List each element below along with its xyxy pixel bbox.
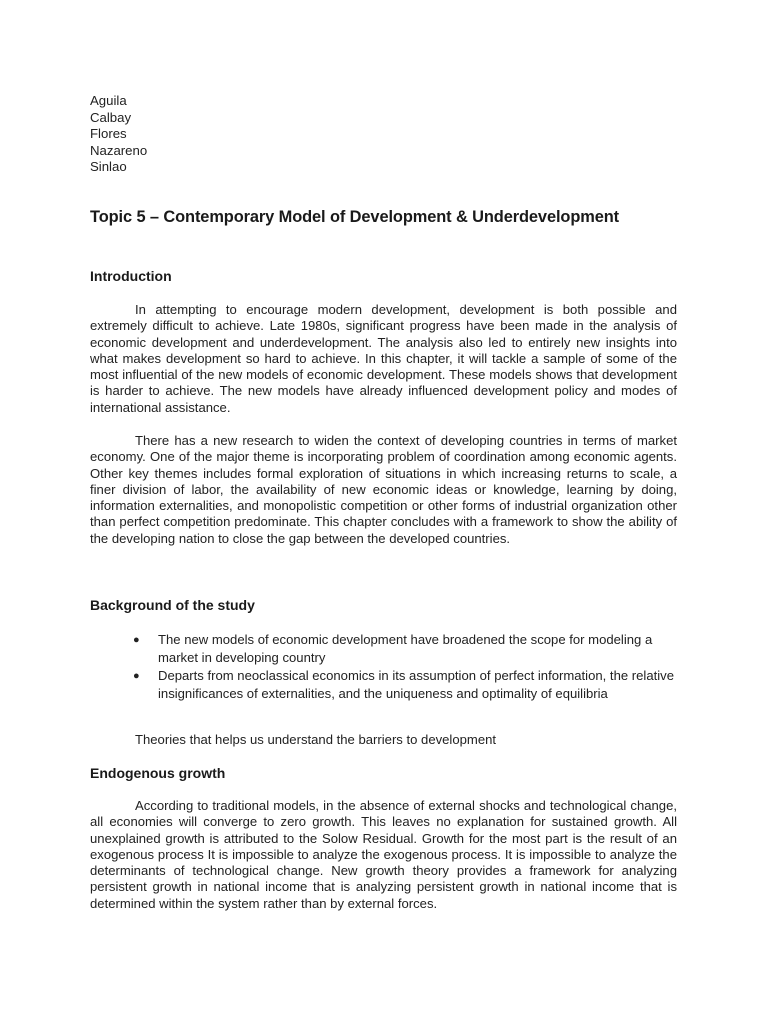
- author-name: Nazareno: [90, 142, 148, 158]
- bullet-icon: ●: [133, 634, 140, 646]
- author-list: [90, 93, 147, 176]
- bullet-text: Departs from neoclassical economics in its assumption of perfect information, the relative insignificances of externalities, and the uniqueness and optimality of equilibria: [158, 668, 674, 701]
- endogenous-growth-paragraph: According to traditional models, in the absence of external shocks and technological change, all economies will converge to zero growth. This leaves no explanation for sustained growth. All unexplained growth is attributed to the Solow Residual. Growth for the most part is the result of an exogenous process It is impossible to analyze the exogenous process. It is impossible to analyze the determinants of technological change. New growth theory provides a framework for analyzing persistent growth in national income that is analyzing persistent growth in national income that is determined within the system rather than by external forces.: [90, 798, 677, 911]
- list-item: [133, 631, 693, 667]
- background-bullet-list: [133, 631, 693, 703]
- bullet-icon: ●: [133, 670, 140, 682]
- list-item: [133, 667, 693, 703]
- author-name: Sinlao: [90, 159, 127, 174]
- introduction-paragraph-2: There has a new research to widen the context of developing countries in terms of market economy. One of the major theme is incorporating problem of coordination among economic agents. Other key themes includes formal exploration of situations in which increasing returns to scale, a finer division of labor, the availability of new economic ideas or knowledge, learning by doing, information externalities, and monopolistic competition or other forms of industrial organization other than perfect competition predominate. This chapter concludes with a framework to show the ability of the developing nation to close the gap between the developed countries.: [90, 433, 677, 546]
- author-name: Calbay: [90, 109, 132, 125]
- section-heading-endogenous-growth: Endogenous growth: [90, 765, 226, 781]
- bullet-text: The new models of economic development have broadened the scope for modeling a market in developing country: [158, 632, 653, 665]
- background-note: Theories that helps us understand the barriers to development: [135, 732, 497, 747]
- section-heading-background: Background of the study: [90, 597, 255, 613]
- section-heading-introduction: Introduction: [90, 268, 172, 284]
- introduction-paragraph-1: In attempting to encourage modern development, development is both possible and extremely difficult to achieve. Late 1980s, significant progress have been made in the analysis of economic development and underdevelopment. The analysis also led to entirely new insights into what makes development so hard to achieve. In this chapter, it will tackle a sample of some of the most influential of the new models of economic development. These models shows that development is harder to achieve. The new models have already influenced development policy and modes of international assistance.: [90, 302, 677, 415]
- author-name: Flores: [90, 126, 127, 141]
- author-name: Aguila: [90, 93, 127, 108]
- document-title: Topic 5 – Contemporary Model of Development & Underdevelopment: [90, 208, 620, 226]
